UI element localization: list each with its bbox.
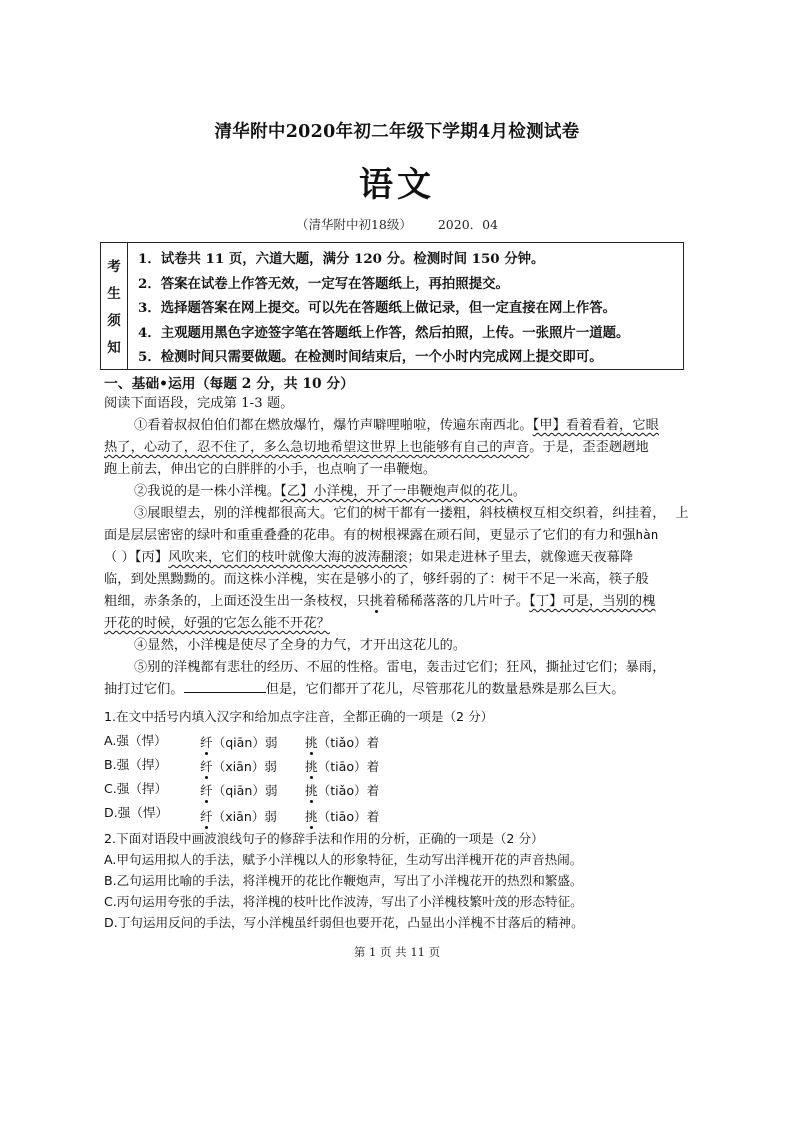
question-1-stem: 1.在文中括号内填入汉字和给加点字注音，全都正确的一项是（2 分） xyxy=(104,709,494,724)
wavy-sentence-bing: 风吹来，它们的枝叶就像大海的波涛翻滚 xyxy=(168,550,408,565)
dotted-char: 纤 xyxy=(200,806,213,825)
passage-text: 抽打过它们。 xyxy=(104,682,184,697)
pinyin: （qiān）弱 xyxy=(212,783,278,798)
wavy-sentence-jia: 【甲】看着看着，它眼 xyxy=(532,418,659,433)
subject-title: 语文 xyxy=(359,165,435,205)
passage-line xyxy=(104,590,656,609)
pinyin: （xiān）弱 xyxy=(212,809,278,824)
passage-text: 上 xyxy=(675,506,689,521)
question-1-option-b-b xyxy=(200,756,277,775)
exam-date: 2020．04 xyxy=(437,217,499,232)
notice-label-char: 考 xyxy=(107,259,121,275)
blank-bracket: （ ）【丙】 xyxy=(104,550,169,565)
page-footer: 第 1 页 共 11 页 xyxy=(353,945,441,959)
section-intro: 阅读下面语段，完成第 1-3 题。 xyxy=(104,396,294,411)
dotted-char: 纤 xyxy=(200,780,213,799)
wavy-sentence-yi: 【乙】小洋槐，开了一串鞭炮声似的花儿 xyxy=(280,484,513,499)
passage-line xyxy=(104,436,649,455)
passage-text: ②我说的是一株小洋槐。 xyxy=(134,484,281,499)
question-1-option-d: D.强（悍） xyxy=(104,805,169,820)
pinyin: （tiāo）着 xyxy=(317,809,380,824)
class-info: （清华附中初18级） xyxy=(295,217,412,232)
passage-text: ；如果走进林子里去，就像遮天夜幕降 xyxy=(407,550,634,565)
passage-text: ①看着叔叔伯伯们都在燃放爆竹，爆竹声噼哩啪啦，传遍东南西北。 xyxy=(134,418,533,433)
notice-item: 3．选择题答案在网上提交。可以先在答题纸上做记录，但一定直接在网上作答。 xyxy=(138,300,616,316)
question-1-option-a-c xyxy=(305,732,379,751)
question-2-option-d: D.丁句运用反问的手法，写小洋槐虽纤弱但也要开花，凸显出小洋槐不甘落后的精神。 xyxy=(104,915,584,930)
dotted-char: 挑 xyxy=(305,732,318,751)
dotted-char: 挑 xyxy=(305,756,318,775)
question-2-stem: 2.下面对语段中画波浪线句子的修辞手法和作用的分析，正确的一项是（2 分） xyxy=(104,831,544,846)
notice-label-char: 生 xyxy=(107,286,121,302)
question-1-option-d-c xyxy=(305,806,379,825)
passage-line xyxy=(104,524,658,543)
passage-line xyxy=(134,414,659,433)
notice-item: 4．主观题用黑色字迹签字笔在答题纸上作答，然后拍照，上传。一张照片一道题。 xyxy=(138,325,630,341)
passage-line xyxy=(104,612,330,631)
dotted-char: 挑 xyxy=(370,590,383,609)
pinyin: （tiǎo）着 xyxy=(317,735,380,750)
question-1-option-b: B.强（捍） xyxy=(104,757,168,772)
dotted-char: 挑 xyxy=(305,806,318,825)
passage-text: 粗细，赤条条的，上面还没生出一条枝杈，只 xyxy=(104,594,370,609)
passage-text: ③展眼望去，别的洋槐都很高大。它们的树干都有一搂粗，斜枝横杈互相交织着，纠挂着， xyxy=(134,506,666,521)
question-1-option-c-b xyxy=(200,780,278,799)
passage-line xyxy=(104,546,633,565)
notice-label-char: 须 xyxy=(107,313,121,329)
passage-line: ④显然，小洋槐是使尽了全身的力气，才开出这花儿的。 xyxy=(134,638,467,653)
notice-item: 5．检测时间只需要做题。在检测时间结束后，一个小时内完成网上提交即可。 xyxy=(138,349,603,365)
passage-line xyxy=(104,678,625,697)
notice-label-char: 知 xyxy=(107,340,121,356)
passage-text: 但是，它们都开了花儿，尽管那花儿的数量悬殊是那么巨大。 xyxy=(265,682,625,697)
question-1-option-d-b xyxy=(200,806,277,825)
section-heading: 一、基础•运用（每题 2 分，共 10 分） xyxy=(104,376,354,392)
passage-text: 着稀稀落落的几片叶子。 xyxy=(383,594,530,609)
passage-line xyxy=(134,502,689,521)
passage-line: 临，到处黑黝黝的。而这株小洋槐，实在是够小的了，够纤弱的了：树干不足一米高，筷子般 xyxy=(104,572,649,587)
question-1-option-b-c xyxy=(305,756,379,775)
wavy-sentence-ding-end: 能不开花？ xyxy=(263,616,330,631)
pinyin: （tiāo）着 xyxy=(317,759,380,774)
dotted-char: 挑 xyxy=(305,780,318,799)
pinyin: （xiān）弱 xyxy=(212,759,278,774)
wavy-sentence-ding-cont: 开花的时候，好强的它怎么 xyxy=(104,616,264,631)
passage-text: 面是层层密密的绿叶和重重叠叠的花串。有的树根裸露在顽石间，更显示了它们的有力和强 xyxy=(104,528,636,543)
passage-line: 跑上前去，伸出它的白胖胖的小手，也点响了一串鞭炮。 xyxy=(104,462,437,477)
dotted-char: 纤 xyxy=(200,732,213,751)
question-1-option-c-c xyxy=(305,780,379,799)
wavy-sentence-jia-cont: 热了，心动了，忍不住了，多么急切地希望这世界上也能够有自己的声音 xyxy=(104,440,530,455)
fill-blank xyxy=(184,680,266,693)
question-2-option-c: C.丙句运用夸张的手法，将洋槐的枝叶比作波涛，写出了小洋槐枝繁叶茂的形态特征。 xyxy=(104,894,583,909)
pinyin: （tiǎo）着 xyxy=(317,783,380,798)
exam-notice-box xyxy=(100,242,684,370)
notice-label xyxy=(101,243,128,369)
pinyin: （qiān）弱 xyxy=(212,735,278,750)
notice-item: 1．试卷共 11 页，六道大题，满分 120 分。检测时间 150 分钟。 xyxy=(138,251,545,267)
question-2-option-b: B.乙句运用比喻的手法，将洋槐开的花比作鞭炮声，写出了小洋槐花开的热烈和繁盛。 xyxy=(104,873,583,888)
passage-line: ⑤别的洋槐都有悲壮的经历、不屈的性格。雷电，轰击过它们；狂风，撕扯过它们；暴雨， xyxy=(134,660,666,675)
question-1-option-c: C.强（捍） xyxy=(104,781,168,796)
pinyin-han: hàn xyxy=(635,527,659,542)
notice-item: 2．答案在试卷上作答无效，一定写在答题纸上，再拍照提交。 xyxy=(138,276,509,292)
exam-title: 清华附中2020年初二年级下学期4月检测试卷 xyxy=(214,122,580,142)
question-1-option-a: A.强（悍） xyxy=(104,733,167,748)
wavy-sentence-ding: 【丁】可是，当别的槐 xyxy=(529,594,656,609)
question-2-option-a: A.甲句运用拟人的手法，赋予小洋槐以人的形象特征，生动写出洋槐开花的声音热闹。 xyxy=(104,852,583,867)
dotted-char: 纤 xyxy=(200,756,213,775)
exam-subheading xyxy=(0,215,794,233)
passage-line xyxy=(134,480,526,499)
passage-text: 。 xyxy=(512,484,527,499)
passage-text: 。于是，歪歪趔趔地 xyxy=(529,440,649,455)
question-1-option-a-b xyxy=(200,732,278,751)
